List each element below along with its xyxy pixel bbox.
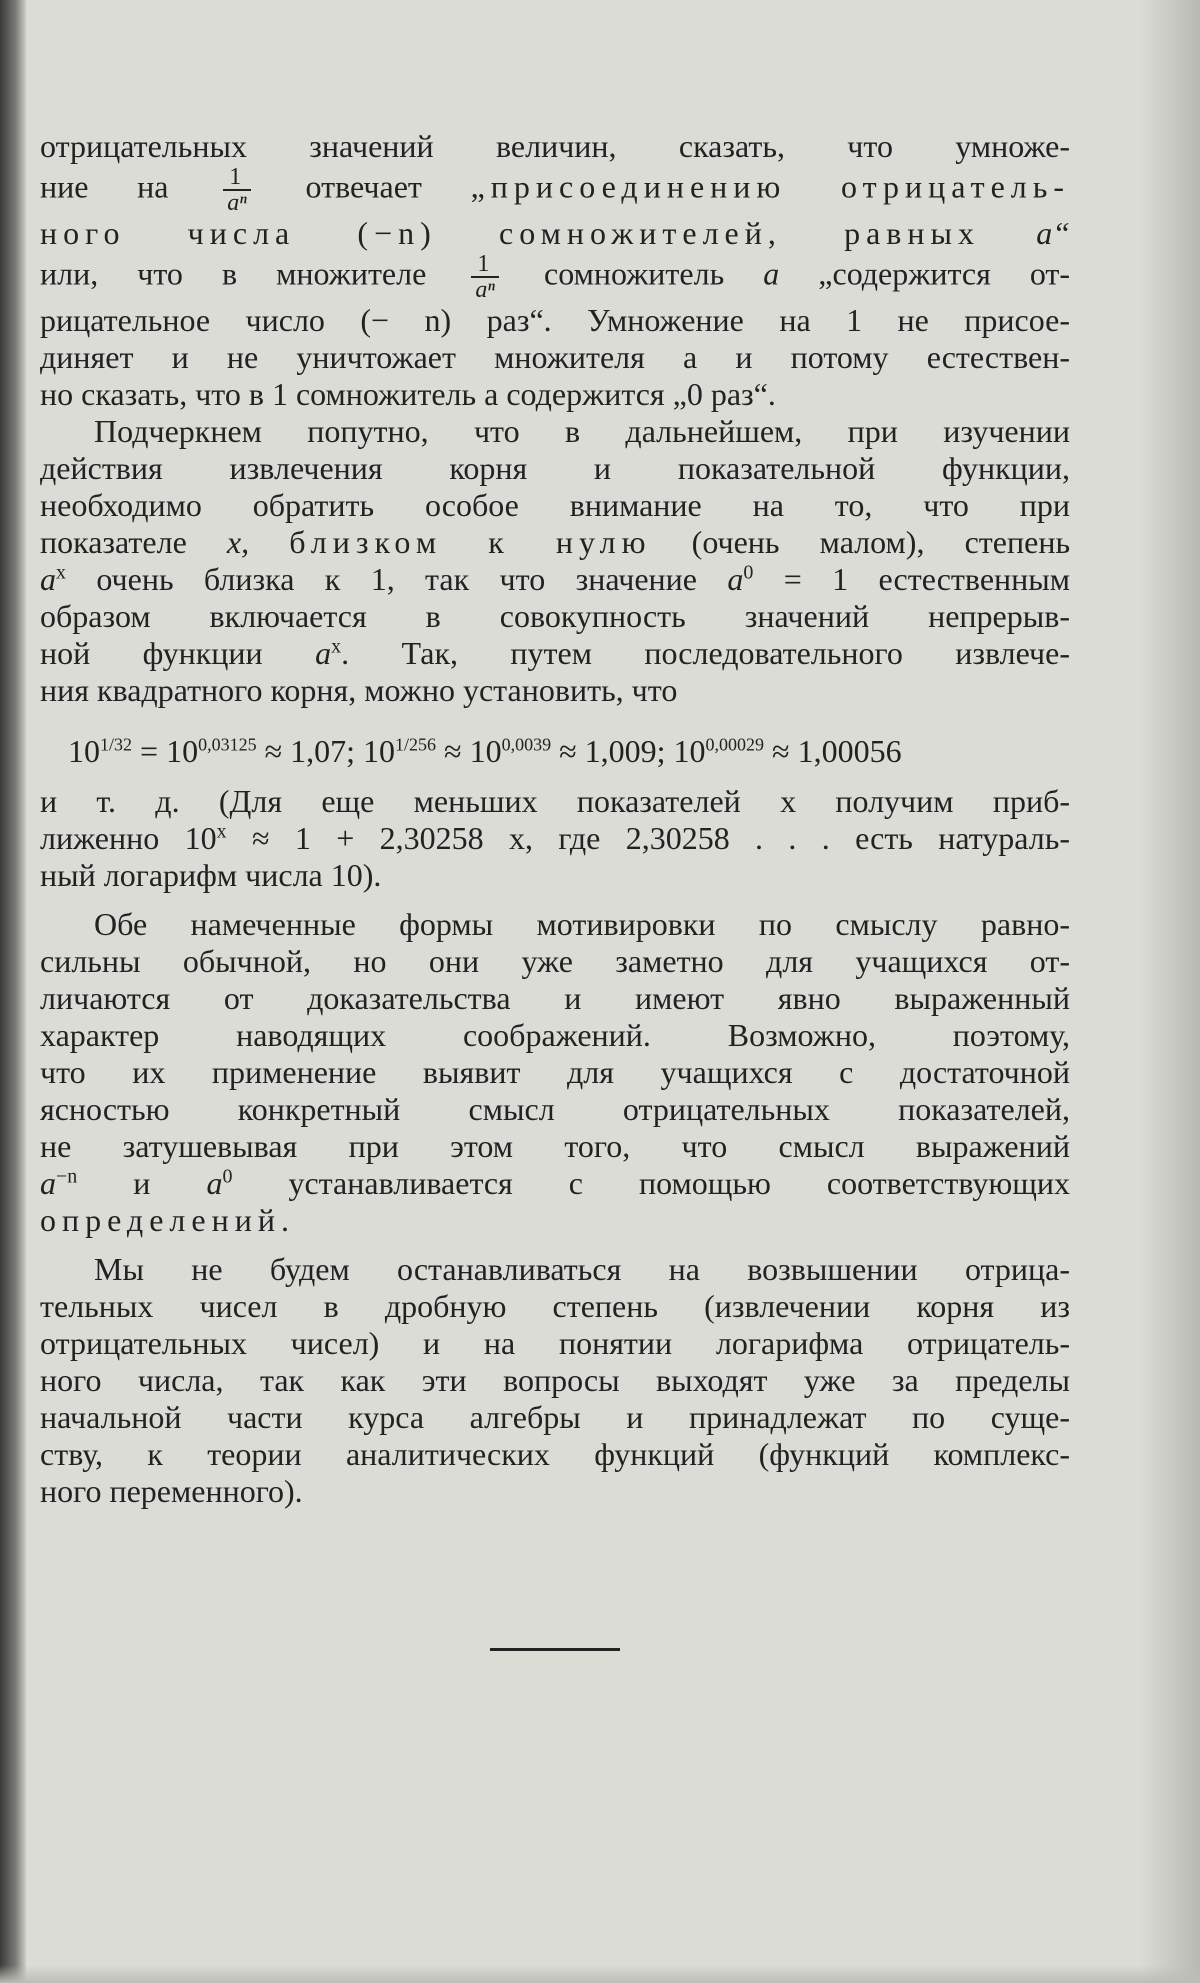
italic-variable: a [40,1165,56,1201]
text-line: Обе намеченные формы мотивировки по смыслу равно- [94,906,1070,942]
text-line: ного переменного). [40,1473,303,1509]
text-line: отрицательных чисел) и на понятии логарифма отрицатель- [40,1325,1070,1361]
text-line: Мы не будем останавливаться на возвышении отрица- [94,1251,1070,1287]
exponent: −n [56,1165,78,1188]
page-bottom-edge [0,1965,1200,1983]
text-line [40,1165,1070,1202]
italic-variable: a [763,255,780,292]
text-line [40,165,1070,215]
text-line: диняет и не уничтожает множителя a и потому естествен- [40,339,1070,375]
fraction-numerator: 1 [471,252,499,278]
text-segment: очень близка к 1, так что значение [96,561,698,597]
page-body [40,128,1070,1510]
text-line [40,215,1070,252]
text-line: личаются от доказательства и имеют явно выраженный [40,980,1070,1016]
text-line: ясностью конкретный смысл отрицательных показателей, [40,1091,1070,1127]
text-segment: ≈ 1 + 2,30258 x, где 2,30258 . . . есть натураль- [251,820,1071,856]
page-edge-shadow [1140,0,1200,1983]
spaced-text: ного числа (−n) сомножителей, равных [40,215,981,251]
exponent: x [56,561,66,584]
text-line: что их применение выявит для учащихся с достаточной [40,1054,1070,1090]
exponent: 0,03125 [198,734,257,755]
exponent: 1/32 [100,734,133,755]
italic-variable: a [727,561,744,597]
text-segment: устанавливается с помощью соответствующих [288,1165,1071,1201]
exponent: 0,0039 [501,734,552,755]
exponent: 0,00029 [705,734,765,755]
text-line: тельных чисел в дробную степень (извлечении корня из [40,1288,1070,1324]
text-segment: (очень малом), степень [691,524,1071,560]
spaced-text: „присоединению отрицатель- [470,168,1071,205]
text-line: и т. д. (Для еще меньших показателей x получим приб- [40,783,1070,819]
formula-powers-of-ten [68,729,1070,773]
paragraph-2 [40,413,1070,709]
formula-term: ≈ 1,00056 [772,733,902,769]
formula-term: ≈ 10 [444,733,502,769]
formula-term: = 10 [140,733,199,769]
italic-variable: a [40,561,56,597]
paragraph-1 [40,128,1070,413]
text-segment: . Так, путем последовательного извлече- [341,635,1071,671]
text-line: действия извлечения корня и показательной функции, [40,450,1070,486]
exponent: x [216,820,227,843]
text-segment: „содержится от- [818,255,1071,292]
exponent: 0 [743,561,754,584]
paragraph-4 [40,906,1070,1239]
fraction-one-over-a-n [471,252,499,302]
paragraph-5 [40,1251,1070,1510]
italic-variable: a [206,1165,223,1201]
formula-term: ≈ 1,009; 10 [559,733,706,769]
text-segment: = 1 естественным [783,561,1071,597]
text-line: но сказать, что в 1 сомножитель a содержится „0 раз“. [40,376,776,412]
italic-variable: x, [226,524,250,560]
text-segment: отвечает [305,168,422,205]
text-line: Подчеркнем попутно, что в дальнейшем, при изучении [94,413,1070,449]
spaced-text: близком к нулю [289,524,652,560]
text-line: ству, к теории аналитических функций (функций комплекс- [40,1436,1070,1472]
fraction-one-over-a-n [223,165,251,215]
text-segment: или, что в множителе [40,255,427,292]
text-line: отрицательных значений величин, сказать, что умноже- [40,128,1070,164]
text-segment: лиженно 10 [40,820,217,856]
text-line: не затушевывая при этом того, что смысл выражений [40,1128,1070,1164]
text-segment: и [133,1165,151,1201]
exponent: 1/256 [395,734,437,755]
text-line: ный логарифм числа 10). [40,857,382,893]
paragraph-3 [40,783,1070,894]
text-line: характер наводящих соображений. Возможно, поэтому, [40,1017,1070,1053]
text-line [40,524,1070,561]
text-line [40,252,1070,302]
text-line: начальной части курса алгебры и принадлежат по суще- [40,1399,1070,1435]
text-segment: ние на [40,168,169,205]
fraction-denominator: aⁿ [475,277,495,303]
book-binding-shadow [0,0,26,1983]
section-end-rule [490,1648,620,1651]
text-line: ния квадратного корня, можно установить, что [40,672,678,708]
text-line: ного числа, так как эти вопросы выходят уже за пределы [40,1362,1070,1398]
text-line: сильны обычной, но они уже заметно для учащихся от- [40,943,1070,979]
exponent: x [331,635,342,658]
text-line: необходимо обратить особое внимание на то, что при [40,487,1070,523]
text-segment: показателе [40,524,187,560]
text-line: определений. [40,1202,295,1238]
text-line: образом включается в совокупность значений непрерыв- [40,598,1070,634]
formula-term: ≈ 1,07; 10 [264,733,396,769]
italic-variable: a“ [1036,215,1071,251]
italic-variable: a [315,635,332,671]
text-line [40,561,1070,598]
exponent: 0 [222,1165,233,1188]
formula-term: 10 [68,733,100,769]
text-line [40,635,1070,672]
text-segment: ной функции [40,635,263,671]
fraction-denominator: aⁿ [227,190,247,216]
text-line: рицательное число (− n) раз“. Умножение на 1 не присое- [40,302,1070,338]
text-segment: сомножитель [544,255,725,292]
fraction-numerator: 1 [223,165,251,191]
text-line [40,820,1070,857]
